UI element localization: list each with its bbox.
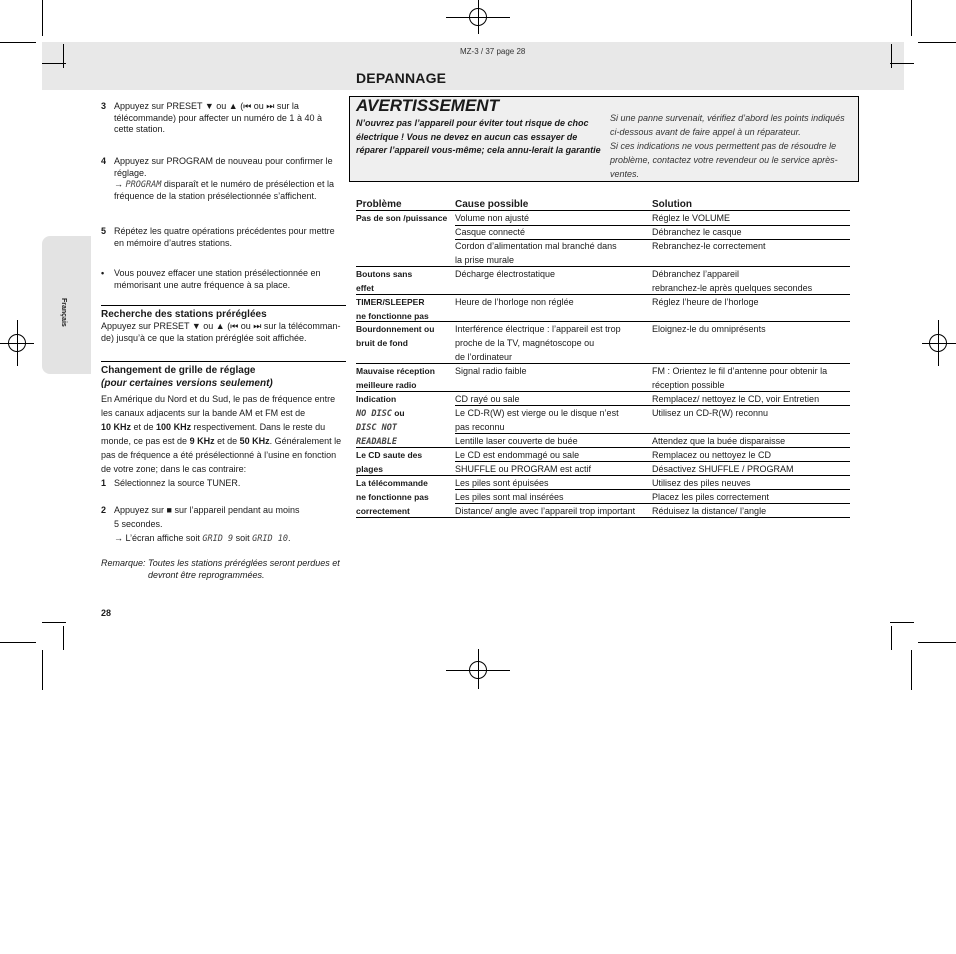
step-number: 3 [101,101,107,111]
bullet-note [101,268,345,291]
cause-cell: CD rayé ou sale [455,394,520,404]
registration-line [446,670,510,671]
body-text: de votre zone; dans le cas contraire: [101,464,247,474]
crop-mark [0,42,36,43]
row-rule [356,391,850,392]
remark-text: Remarque: Toutes les stations préréglées seront perdues et [101,558,340,568]
row-rule [455,239,850,240]
subsection-title: Recherche des stations préréglées [101,309,267,320]
step-text: Sélectionnez la source TUNER. [114,478,241,488]
lcd-text: PROGRAM [125,180,162,191]
section-rule [101,305,346,306]
cause-cell: Décharge électrostatique [455,269,556,279]
solution-cell: Désactivez SHUFFLE / PROGRAM [652,464,794,474]
crop-mark [911,650,912,690]
warning-title: AVERTISSEMENT [356,96,499,115]
step-text: 5 secondes. [114,519,163,529]
row-rule [356,321,850,322]
crop-mark [63,626,64,650]
registration-line [478,649,479,689]
crop-mark [918,42,956,43]
step-text: cette station. [114,124,166,135]
remark-text: devront être reprogrammées. [148,569,265,580]
note-text: Vous pouvez effacer une station présélectionnée en [114,268,321,278]
crop-mark [890,63,914,64]
row-rule [356,517,850,518]
crop-mark [42,622,66,623]
crop-mark [42,63,66,64]
crop-mark [0,642,36,643]
problem-cell: Indication NO DISC ou DISC NOT READABLE [356,394,405,447]
solution-cell: Eloignez-le du omniprésents [652,324,766,334]
tuning-grid-section [101,364,345,490]
registration-line [922,343,956,344]
solution-cell: Utilisez un CD-R(W) reconnu [652,408,769,418]
warning-advice [610,112,850,182]
crop-mark [891,626,892,650]
subsection-subtitle: (pour certaines versions seulement) [101,378,273,389]
arrow-icon: → [114,179,126,190]
step-text: Appuyez sur ■ sur l’appareil pendant au moins [114,505,300,515]
step-4 [101,156,345,203]
step-3 [101,101,345,136]
warning-text: N’ouvrez pas l’appareil pour éviter tout risque de choc électrique ! Vous ne devez en aucun cas essayer de réparer l’appareil vous-même; cela annu-lerait la garantie [356,118,601,155]
cause-cell: Les piles sont épuisées [455,478,549,488]
step-text: Appuyez sur PRESET ▼ ou ▲ (⏮ ou ⏭ sur la [114,101,299,111]
problem-cell: Boutons sans effet [356,269,413,293]
step-text: en mémoire d’autres stations. [114,237,233,248]
page-meta: MZ-3 / 37 page 28 [460,47,526,56]
cause-cell: Interférence électrique : l’appareil est trop proche de la TV, magnétoscope ou de l’ordinateur [455,324,621,362]
grid-step-2: 2 Appuyez sur ■ sur l’appareil pendant au moins 5 secondes. → L’écran affiche soit GRID 9 soit GRID 10. [101,503,345,546]
crop-mark [918,642,956,643]
solution-cell: Placez les piles correctement [652,492,770,502]
cause-cell: Le CD est endommagé ou sale [455,450,580,460]
row-rule [356,475,850,476]
registration-line [0,343,34,344]
step-text: Répétez les quatre opérations précédentes pour mettre [114,226,335,236]
row-rule [455,405,850,406]
cause-cell: Heure de l’horloge non réglée [455,297,574,307]
row-rule [356,294,850,295]
crop-mark [911,0,912,36]
row-rule [356,447,850,448]
subsection-title: Changement de grille de réglage [101,365,256,376]
problem-cell: Pas de son /puissance [356,213,448,223]
preset-recall-section [101,308,345,344]
crop-mark [42,650,43,690]
body-text: monde, ce pas est de 9 KHz et de 50 KHz. Généralement le [101,436,342,446]
row-rule [455,489,850,490]
problem-cell: Bourdonnement ou bruit de fond [356,324,435,348]
cause-cell: Signal radio faible [455,366,527,376]
solution-cell: Remplacez/ nettoyez le CD, voir Entretien [652,394,820,404]
body-text: de) jusqu’à ce que la station préréglée soit affichée. [101,332,307,343]
column-header-cause: Cause possible [455,199,529,210]
step-5 [101,226,345,249]
page-number: 28 [101,608,112,618]
lcd-text: GRID 10 [252,534,288,544]
body-text: pas de fréquence a été présélectionné à l’usine en fonction [101,450,337,460]
advice-text: Si ces indications ne vous permettent pas de résoudre le problème, contactez votre revendeur ou le service après-ventes. [610,140,838,179]
step-text: disparaît et le numéro de présélection et la [161,179,334,190]
crop-mark [63,44,64,68]
solution-cell: Réglez l’heure de l’horloge [652,297,759,307]
problem-cell: Le CD saute des plages [356,450,423,474]
solution-cell: Réduisez la distance/ l’angle [652,506,767,516]
solution-cell: Réglez le VOLUME [652,213,731,223]
row-rule [356,266,850,267]
cause-cell: SHUFFLE ou PROGRAM est actif [455,464,592,474]
solution-cell: Utilisez des piles neuves [652,478,751,488]
lcd-text: GRID 9 [202,534,234,544]
step-text: fréquence de la station présélectionnée s’affichent. [114,191,317,202]
step-text: soit [233,533,253,543]
body-text: les canaux adjacents sur la bande AM et FM est de [101,408,306,418]
cause-cell: Lentille laser couverte de buée [455,436,578,446]
cause-cell: Les piles sont mal insérées [455,492,564,502]
row-rule [455,225,850,226]
language-tab-label: Français [60,298,67,327]
body-text: 10 KHz et de 100 KHz respectivement. Dans le reste du [101,422,326,432]
solution-cell: FM : Orientez le fil d’antenne pour obtenir la réception possible [652,366,828,390]
row-rule [455,503,850,504]
section-rule [101,361,346,362]
cause-cell: Volume non ajusté [455,213,530,223]
column-header-solution: Solution [652,199,692,210]
section-title: DEPANNAGE [356,70,447,86]
language-tab [42,236,91,374]
registration-line [446,17,510,18]
cause-cell: Cordon d’alimentation mal branché dans la prise murale [455,241,617,265]
solution-cell: Remplacez ou nettoyez le CD [652,450,772,460]
solution-cell: Débranchez l’appareil rebranchez-le après quelques secondes [652,269,813,293]
solution-cell: Attendez que la buée disparaisse [652,436,786,446]
body-text: En Amérique du Nord et du Sud, le pas de fréquence entre [101,394,336,404]
solution-cell: Débranchez le casque [652,227,742,237]
bullet-icon: • [101,268,105,278]
step-text: télécommande) pour affecter un numéro de 1 à 40 à [114,112,322,123]
cause-cell: Distance/ angle avec l’appareil trop important [455,506,636,516]
step-number: 4 [101,156,107,166]
body-text: Appuyez sur PRESET ▼ ou ▲ (⏮ ou ⏭ sur la télécomman- [101,321,341,331]
step-text: réglage. [114,167,147,178]
remark [101,558,351,581]
step-text: → L’écran affiche soit [114,533,203,543]
solution-cell: Rebranchez-le correctement [652,241,766,251]
step-number: 2 [101,505,107,515]
step-number: 1 [101,478,107,488]
crop-mark [890,622,914,623]
step-number: 5 [101,226,107,236]
crop-mark [42,0,43,36]
row-rule [455,433,850,434]
row-rule [356,363,850,364]
cause-cell: Le CD-R(W) est vierge ou le disque n’est pas reconnu [455,408,619,432]
crop-mark [891,44,892,68]
step-text: Appuyez sur PROGRAM de nouveau pour confirmer le [114,156,333,166]
problem-cell: Mauvaise réception meilleure radio [356,366,435,390]
advice-text: Si une panne survenait, vérifiez d’abord les points indiqués ci-dessous avant de faire appel à un réparateur. [610,113,845,137]
problem-cell: La télécommande ne fonctionne pas correctement [356,478,429,516]
problem-cell: TIMER/SLEEPER ne fonctionne pas [356,297,429,321]
row-rule [455,461,850,462]
note-text: mémorisant une autre fréquence à sa place. [114,279,291,290]
cause-cell: Casque connecté [455,227,526,237]
column-header-problem: Problème [356,199,402,210]
